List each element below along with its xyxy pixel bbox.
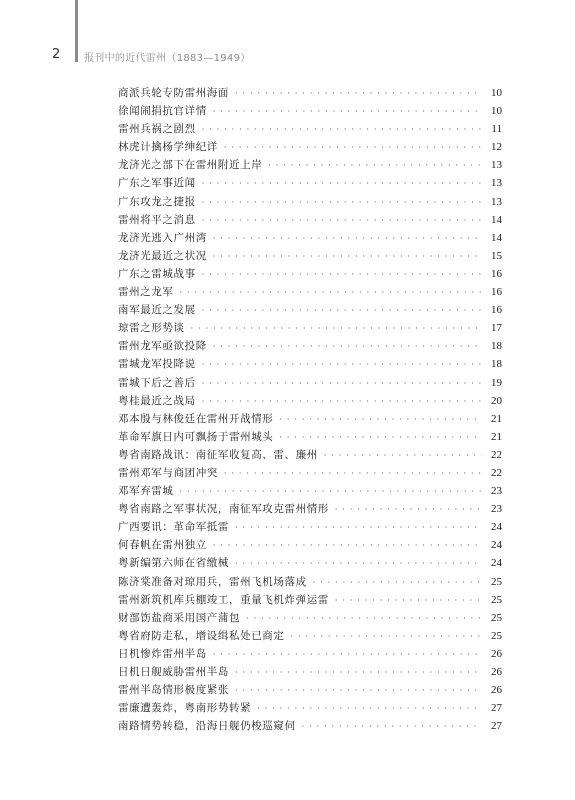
toc-entry[interactable]	[118, 337, 502, 355]
toc-entry[interactable]	[118, 717, 502, 735]
toc-entry-title: 雷廉遭轰炸，粤南形势转紧	[118, 702, 252, 715]
toc-entry-title: 粤省南路战讯：南征军收复高、雷、廉州	[118, 448, 318, 461]
toc-entry[interactable]	[118, 283, 502, 301]
toc-entry-title: 林虎计擒杨学绅纪详	[118, 141, 218, 154]
toc-entry[interactable]	[118, 609, 502, 627]
toc-entry-title: 广东之军事近闻	[118, 177, 196, 190]
toc-entry[interactable]	[118, 627, 502, 645]
toc-entry-title: 财部饬盐商采用国产蒲包	[118, 611, 241, 624]
toc-entry-page: 13	[491, 159, 502, 172]
dot-leader	[279, 411, 482, 429]
toc-entry[interactable]	[118, 102, 502, 120]
toc-entry-page: 24	[491, 521, 502, 534]
toc-entry-title: 广西要讯：革命军抵雷	[118, 521, 229, 534]
toc-entry-page: 25	[491, 629, 502, 642]
toc-entry-title: 雷州龙军亟欲投降	[118, 340, 207, 353]
toc-entry-title: 革命军旗日内可飘扬于雷州城头	[118, 430, 274, 443]
toc-entry[interactable]	[118, 138, 502, 156]
toc-entry[interactable]	[118, 410, 502, 428]
toc-entry[interactable]	[118, 84, 502, 102]
toc-entry-title: 陈济棠准备对琼用兵，雷州飞机场落成	[118, 575, 307, 588]
toc-entry-title: 南军最近之发展	[118, 304, 196, 317]
toc-entry-page: 13	[491, 177, 502, 190]
dot-leader	[213, 230, 482, 248]
dot-leader	[291, 628, 483, 646]
dot-leader	[213, 646, 482, 664]
toc-entry-page: 25	[491, 575, 502, 588]
toc-entry-title: 龙济光之部下在雷州附近上岸	[118, 159, 263, 172]
toc-entry-title: 南路情势转稳，沿海日舰仍梭巡窥伺	[118, 720, 296, 733]
toc-entry[interactable]	[118, 500, 502, 518]
toc-entry-title: 雷州兵祸之剧烈	[118, 123, 196, 136]
toc-entry-title: 粤省府防走私，增设缉私处已商定	[118, 629, 285, 642]
toc-entry[interactable]	[118, 699, 502, 717]
toc-entry[interactable]	[118, 120, 502, 138]
dot-leader	[279, 429, 482, 447]
toc-entry[interactable]	[118, 174, 502, 192]
toc-entry-page: 25	[491, 611, 502, 624]
dot-leader	[202, 375, 482, 393]
toc-entry[interactable]	[118, 319, 502, 337]
dot-leader	[180, 284, 483, 302]
toc-entry-title: 粤新编第六师在省缴械	[118, 557, 229, 570]
toc-entry-title: 邓军弃雷城	[118, 485, 174, 498]
running-head: 报刊中的近代雷州（1883—1949）	[84, 53, 251, 64]
toc-entry[interactable]	[118, 229, 502, 247]
toc-entry-page: 16	[491, 304, 502, 317]
table-of-contents	[118, 84, 502, 735]
toc-entry-title: 商派兵轮专防雷州海面	[118, 87, 229, 99]
toc-entry-page: 15	[491, 249, 502, 262]
dot-leader	[213, 537, 482, 555]
toc-entry-page: 26	[491, 666, 502, 678]
dot-leader	[257, 700, 482, 718]
dot-leader	[202, 302, 482, 320]
toc-entry-page: 18	[491, 358, 502, 371]
toc-entry[interactable]	[118, 464, 502, 482]
toc-entry-page: 14	[491, 231, 502, 244]
toc-entry-page: 13	[491, 195, 502, 208]
toc-entry[interactable]	[118, 428, 502, 446]
dot-leader	[224, 465, 482, 483]
toc-entry-page: 25	[491, 593, 502, 606]
dot-leader	[202, 212, 482, 230]
dot-leader	[235, 519, 482, 537]
toc-entry-title: 雷州半岛情形极度紧张	[118, 684, 229, 697]
toc-entry[interactable]	[118, 482, 502, 500]
toc-entry[interactable]	[118, 156, 502, 174]
toc-entry[interactable]	[118, 374, 502, 392]
toc-entry-title: 徐闻闹捐抗官详情	[118, 105, 207, 118]
dot-leader	[180, 483, 483, 501]
toc-entry[interactable]	[118, 247, 502, 265]
toc-entry-page: 20	[491, 394, 502, 407]
page-edge-bar	[75, 0, 78, 62]
toc-entry-page: 26	[491, 647, 502, 660]
toc-entry-page: 21	[491, 412, 502, 425]
dot-leader	[235, 664, 482, 682]
dot-leader	[302, 718, 482, 736]
dot-leader	[213, 248, 482, 266]
page-number: 2	[52, 47, 61, 62]
toc-entry-title: 琼雷之形势谈	[118, 322, 185, 335]
toc-entry-title: 广东攻龙之捷报	[118, 195, 196, 208]
dot-leader	[202, 393, 482, 411]
toc-entry[interactable]	[118, 518, 502, 536]
dot-leader	[202, 266, 482, 284]
dot-leader	[268, 157, 482, 175]
toc-entry[interactable]	[118, 554, 502, 572]
toc-entry-page: 27	[491, 702, 502, 715]
toc-entry[interactable]	[118, 446, 502, 464]
toc-entry-title: 雷州邓军与商团冲突	[118, 466, 218, 479]
dot-leader	[213, 103, 482, 121]
dot-leader	[202, 175, 482, 193]
toc-entry-page: 16	[491, 286, 502, 299]
toc-entry-page: 10	[491, 105, 502, 118]
toc-entry-page: 26	[491, 684, 502, 697]
toc-entry-title: 广东之雷城战事	[118, 267, 196, 280]
dot-leader	[235, 682, 482, 700]
toc-entry-title: 雷州之龙军	[118, 286, 174, 299]
dot-leader	[246, 610, 482, 628]
toc-entry-page: 21	[491, 430, 502, 443]
dot-leader	[335, 592, 482, 610]
toc-entry-page: 11	[491, 123, 502, 136]
dot-leader	[235, 555, 482, 573]
toc-entry-page: 24	[491, 539, 502, 552]
toc-entry[interactable]	[118, 301, 502, 319]
toc-entry-page: 23	[491, 485, 502, 498]
toc-entry[interactable]	[118, 265, 502, 283]
toc-entry-page: 10	[491, 87, 502, 99]
dot-leader	[335, 501, 482, 519]
dot-leader	[202, 121, 482, 139]
dot-leader	[224, 139, 482, 157]
toc-entry-page: 17	[491, 322, 502, 335]
toc-entry-title: 粤省南路之军事状况，南征军攻克雷州情形	[118, 503, 329, 516]
toc-entry-title: 雷州新筑机库兵棚竣工，重量飞机炸弹运雷	[118, 593, 329, 606]
dot-leader	[235, 85, 482, 103]
toc-entry[interactable]	[118, 193, 502, 211]
dot-leader	[191, 320, 482, 338]
toc-entry-title: 龙济光逃入广州湾	[118, 231, 207, 244]
toc-entry-title: 日机惨炸雷州半岛	[118, 647, 207, 660]
toc-entry[interactable]	[118, 573, 502, 591]
dot-leader	[213, 338, 482, 356]
toc-entry-page: 14	[491, 213, 502, 226]
toc-entry-title: 邓本殷与林俊廷在雷州开战情形	[118, 412, 274, 425]
toc-entry[interactable]	[118, 663, 502, 681]
toc-entry-title: 雷城龙军投降说	[118, 358, 196, 371]
toc-entry[interactable]	[118, 211, 502, 229]
toc-entry-page: 22	[491, 448, 502, 461]
toc-entry[interactable]	[118, 392, 502, 410]
toc-entry[interactable]	[118, 536, 502, 554]
toc-entry-page: 18	[491, 340, 502, 353]
toc-entry-title: 何春帆在雷州独立	[118, 539, 207, 552]
toc-entry-title: 日机日舰威胁雷州半岛	[118, 666, 229, 678]
toc-entry[interactable]	[118, 681, 502, 699]
toc-entry-page: 24	[491, 557, 502, 570]
dot-leader	[313, 574, 482, 592]
dot-leader	[202, 356, 482, 374]
toc-entry[interactable]	[118, 591, 502, 609]
toc-entry-page: 23	[491, 503, 502, 516]
toc-entry[interactable]	[118, 645, 502, 663]
toc-entry-title: 粤桂最近之战局	[118, 394, 196, 407]
toc-entry[interactable]	[118, 355, 502, 373]
toc-entry-page: 19	[491, 376, 502, 389]
toc-entry-title: 雷州将平之消息	[118, 213, 196, 226]
dot-leader	[324, 447, 482, 465]
toc-entry-page: 22	[491, 466, 502, 479]
toc-entry-title: 雷城下后之善后	[118, 376, 196, 389]
toc-entry-page: 16	[491, 267, 502, 280]
toc-entry-title: 龙济光最近之状况	[118, 249, 207, 262]
dot-leader	[202, 194, 482, 212]
toc-entry-page: 12	[491, 141, 502, 154]
toc-entry-page: 27	[491, 720, 502, 733]
